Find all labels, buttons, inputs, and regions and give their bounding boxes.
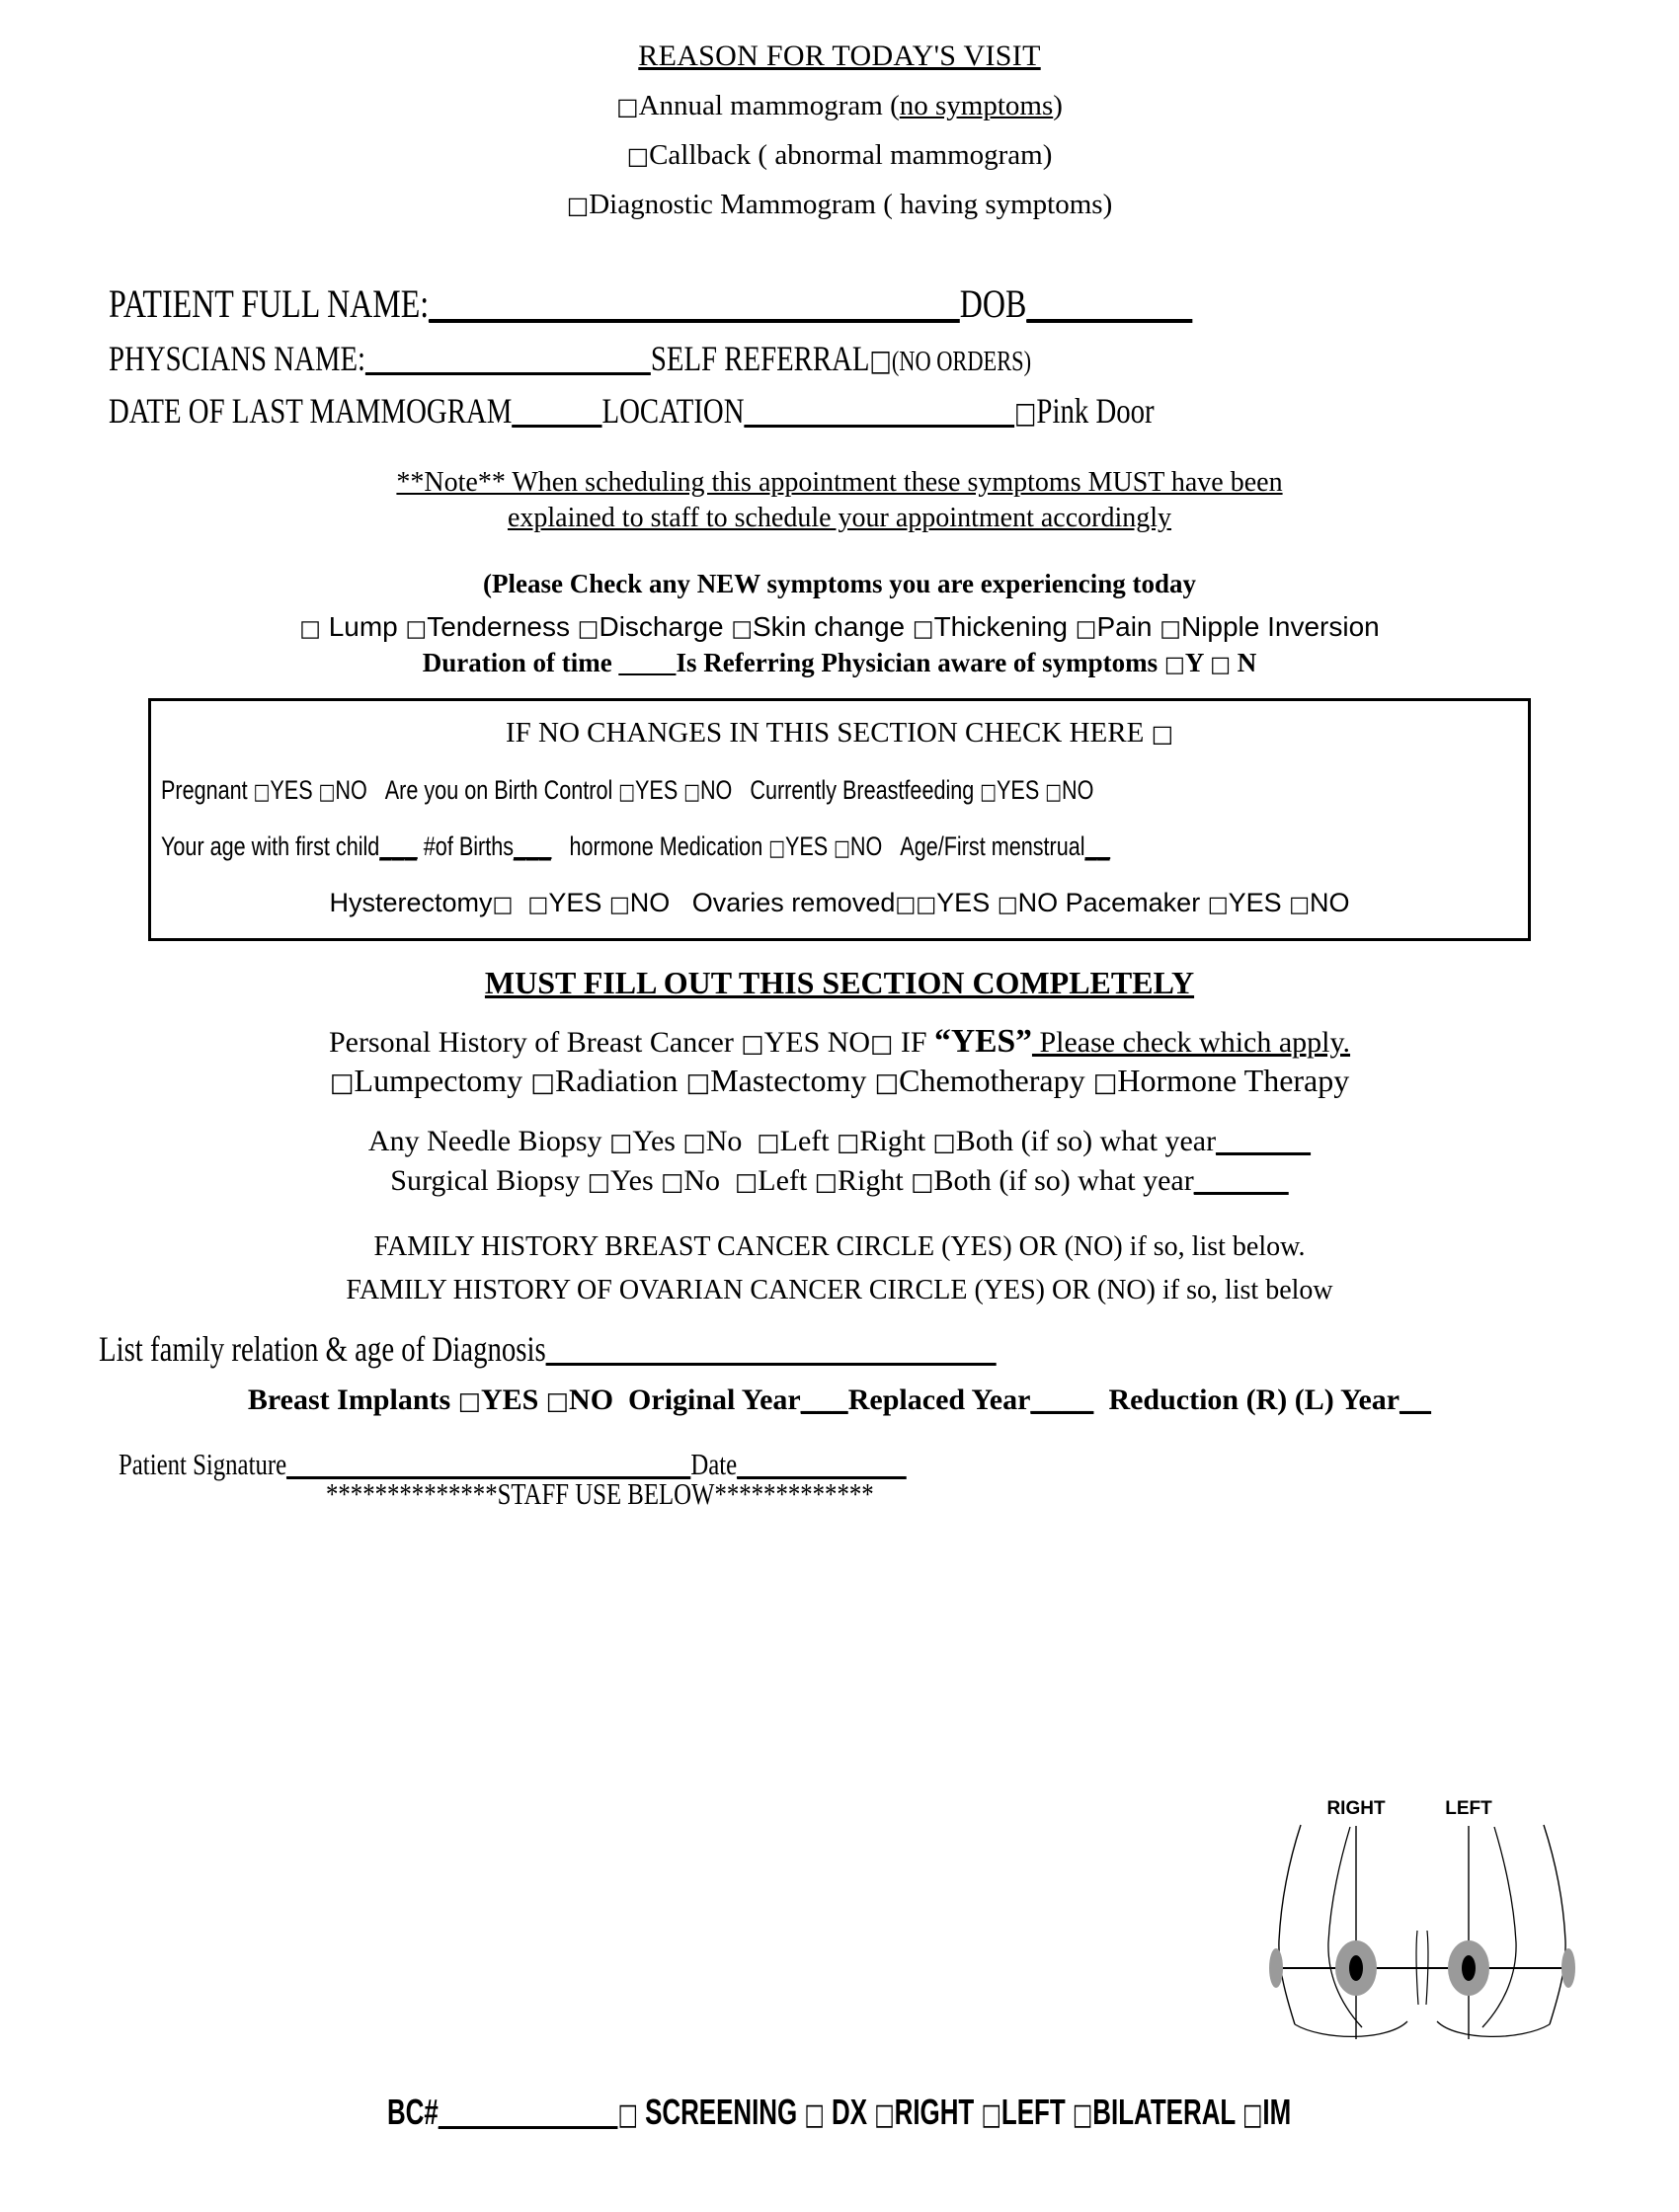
pink-door-checkbox-icon[interactable]: □ [1014, 396, 1037, 430]
self-referral-label: SELF REFERRAL [650, 339, 870, 378]
checkbox-icon[interactable]: □ [545, 1385, 570, 1415]
checkbox-icon[interactable]: □ [608, 891, 630, 917]
history-no-changes-row[interactable] [157, 717, 1522, 750]
checkbox-icon[interactable]: □ [768, 834, 785, 861]
checkbox-icon[interactable]: □ [616, 93, 639, 120]
checkbox-icon[interactable]: □ [618, 778, 636, 805]
nipple-left [1462, 1955, 1476, 1981]
reason-diagnostic-text: Diagnostic Mammogram ( having symptoms) [589, 189, 1113, 220]
form-page [0, 40, 1679, 2212]
hysterectomy-yes: YES [548, 887, 609, 917]
sp11 [613, 1383, 628, 1416]
age-first-child-label: Your age with first child [161, 830, 380, 861]
checkbox-icon[interactable]: □ [895, 891, 917, 917]
last-mammogram-line [109, 390, 1679, 432]
physician-row [109, 338, 1031, 379]
screening-label: SCREENING [638, 2092, 805, 2132]
family-relation-input[interactable]: ______________________________ [545, 1328, 997, 1369]
personal-history-inner [328, 1022, 1351, 1060]
hormone-label: hormone Medication [569, 830, 769, 861]
scheduling-note [0, 465, 1679, 537]
reason-option-callback[interactable] [0, 139, 1679, 172]
replaced-year-input[interactable]: ____ [1030, 1382, 1094, 1416]
symptom-label-nipple-inversion: Nipple Inversion [1180, 610, 1380, 642]
implants-yes: YES [480, 1382, 546, 1416]
checkbox-icon[interactable]: □ [870, 1028, 894, 1058]
lateral-marker-right [1269, 1948, 1283, 1988]
patient-name-input[interactable]: ________________________________ [429, 281, 960, 326]
physician-input[interactable]: ___________________ [365, 339, 651, 378]
bc-number-label: BC# [387, 2092, 440, 2132]
checkbox-icon[interactable]: □ [814, 1166, 839, 1196]
needle-year-text: (if so) what year [1020, 1124, 1217, 1157]
breastfeeding-no: NO [1061, 774, 1094, 805]
needle-both: Both [955, 1124, 1021, 1157]
surgical-left: Left [758, 1163, 815, 1197]
sp1 [367, 775, 385, 805]
ovaries-label: Ovaries removed [691, 887, 896, 917]
family-relation-label: List family relation & age of Diagnosis [99, 1328, 546, 1369]
checkbox-icon[interactable]: □ [530, 1067, 555, 1098]
births-label: #of Births [423, 830, 515, 861]
inframammary-fold-right [1295, 2021, 1407, 2036]
personal-history-row [0, 1023, 1679, 1061]
pacemaker-yes: YES [1228, 887, 1290, 917]
symptoms-checkbox-inner [299, 611, 1380, 642]
checkbox-icon[interactable]: □ [837, 1127, 860, 1156]
dob-input[interactable]: __________ [1026, 281, 1193, 326]
symptom-label-lump: Lump [320, 610, 406, 642]
pregnant-no: NO [335, 774, 367, 805]
note-line-1-wrap [0, 465, 1679, 501]
family-history-ovarian: FAMILY HISTORY OF OVARIAN CANCER CIRCLE (YES) OR (NO) if so, list below [346, 1274, 1333, 1305]
checkbox-icon[interactable]: □ [682, 1127, 706, 1156]
checkbox-icon[interactable]: □ [997, 891, 1018, 917]
implants-no: NO [569, 1382, 614, 1416]
hormone-no: NO [849, 830, 883, 861]
checkbox-icon[interactable]: □ [804, 2097, 826, 2132]
treatment-radiation: Radiation [554, 1062, 686, 1098]
needle-biopsy-label: Any Needle Biopsy [367, 1124, 610, 1157]
needle-no: No [705, 1124, 743, 1157]
checkbox-icon[interactable]: □ [617, 2097, 639, 2132]
checkbox-icon[interactable]: □ [916, 891, 937, 917]
family-history-ovarian-row [0, 1275, 1679, 1306]
breast-outline-right [1328, 1827, 1362, 2027]
checkbox-icon[interactable]: □ [492, 891, 514, 917]
treatment-checkbox-row [0, 1063, 1679, 1099]
bilateral-label: BILATERAL [1092, 2092, 1243, 2132]
sp7 [670, 888, 692, 917]
symptom-label-thickening: Thickening [933, 610, 1076, 642]
symptom-duration-row [0, 648, 1679, 678]
checkbox-icon[interactable]: □ [1163, 651, 1185, 677]
checkbox-icon[interactable]: □ [566, 192, 590, 219]
staff-bottom-inner [387, 2092, 1291, 2133]
personal-history-check-apply: Please check which apply. [1031, 1025, 1351, 1059]
checkbox-icon[interactable]: □ [1045, 778, 1062, 805]
lateral-marker-left [1561, 1948, 1575, 1988]
sp4 [551, 831, 569, 861]
sp6 [513, 888, 527, 917]
pregnant-label: Pregnant [161, 774, 254, 805]
menstrual-label: Age/First menstrual [900, 830, 1085, 861]
breast-outline-left [1482, 1827, 1516, 2027]
note-line-1: **Note** When scheduling this appointment these symptoms MUST have been [396, 467, 1283, 498]
reason-option-callback-inner [627, 139, 1053, 171]
pink-door-label: Pink Door [1036, 391, 1155, 431]
date-input[interactable]: _____________ [737, 1446, 907, 1481]
original-year-input[interactable]: ___ [800, 1382, 848, 1416]
checkbox-icon[interactable]: □ [874, 1067, 900, 1098]
form-title [0, 40, 1679, 73]
last-mammogram-row [109, 390, 1155, 432]
sp5 [882, 831, 900, 861]
history-row-3-inner [329, 888, 1349, 917]
diagram-right-label: RIGHT [1326, 1798, 1386, 1819]
pacemaker-no: NO [1310, 887, 1350, 917]
history-section-box [148, 698, 1531, 941]
signature-input[interactable]: _______________________________ [286, 1446, 691, 1481]
births-input[interactable]: ___ [514, 830, 552, 861]
reason-callback-text: Callback ( abnormal mammogram) [649, 139, 1053, 171]
breast-diagram [1239, 1792, 1605, 2039]
needle-biopsy-row [0, 1125, 1679, 1158]
surgical-biopsy-inner [390, 1164, 1288, 1197]
checkbox-icon[interactable]: □ [457, 1385, 481, 1415]
form-title-text: REASON FOR TODAY'S VISIT [638, 40, 1041, 72]
personal-history-yesno: YES NO [763, 1025, 871, 1059]
must-fill-heading: MUST FILL OUT THIS SECTION COMPLETELY [484, 964, 1195, 1000]
treatment-hormone-therapy: Hormone Therapy [1117, 1062, 1350, 1098]
surgical-biopsy-row [0, 1164, 1679, 1198]
surgical-biopsy-label: Surgical Biopsy [390, 1163, 588, 1197]
symptoms-heading: (Please Check any NEW symptoms you are experiencing today [483, 568, 1196, 598]
checkbox-icon[interactable]: □ [1210, 651, 1231, 677]
inframammary-fold-left [1437, 2021, 1550, 2036]
no-orders-text: (NO ORDERS) [891, 347, 1032, 377]
left-label: LEFT [1001, 2092, 1074, 2132]
reduction-input[interactable]: __ [1399, 1382, 1432, 1416]
checkbox-icon[interactable]: □ [685, 1067, 711, 1098]
bc-number-input[interactable]: ____________ [439, 2092, 618, 2132]
location-label: LOCATION [601, 391, 745, 431]
hysterectomy-no: NO [629, 887, 671, 917]
checkbox-icon[interactable]: □ [318, 778, 336, 805]
checkbox-icon[interactable]: □ [1242, 2097, 1263, 2132]
checkbox-icon[interactable]: □ [577, 615, 600, 642]
needle-yes: Yes [632, 1124, 683, 1157]
symptom-label-discharge: Discharge [599, 610, 732, 642]
staff-bottom-row [0, 2092, 1679, 2133]
checkbox-icon[interactable]: □ [405, 615, 428, 642]
reason-option-annual[interactable] [0, 90, 1679, 122]
sp8 [1058, 888, 1066, 917]
referring-aware-label: Is Referring Physician aware of symptoms [676, 647, 1164, 677]
checkbox-icon[interactable]: □ [299, 615, 321, 642]
sp10 [720, 1164, 735, 1197]
checkbox-icon[interactable]: □ [253, 778, 271, 805]
pregnant-yes: YES [270, 774, 319, 805]
patient-name-row [109, 280, 1192, 327]
treatment-lumpectomy: Lumpectomy [354, 1062, 531, 1098]
symptoms-checkbox-row [0, 611, 1679, 644]
reason-annual-tail: ) [1053, 90, 1063, 121]
signature-label: Patient Signature [119, 1446, 287, 1481]
diagram-left-label: LEFT [1445, 1798, 1492, 1819]
duration-input[interactable]: ____ [618, 647, 677, 677]
history-row-2 [157, 831, 1522, 862]
checkbox-icon[interactable]: □ [1207, 891, 1229, 917]
checkbox-icon[interactable]: □ [661, 1166, 684, 1196]
checkbox-icon[interactable]: □ [735, 1166, 759, 1196]
patient-identity-block [0, 280, 1679, 432]
dx-label: DX [825, 2092, 875, 2132]
breastfeeding-yes: YES [997, 774, 1046, 805]
reason-option-diagnostic[interactable] [0, 189, 1679, 221]
checkbox-icon[interactable]: □ [981, 2097, 1002, 2132]
torso-outline-right [1279, 1825, 1301, 2024]
surgical-right: Right [838, 1163, 912, 1197]
hysterectomy-label: Hysterectomy [329, 887, 493, 917]
duration-label: Duration of time [422, 647, 619, 677]
menstrual-input[interactable]: __ [1084, 830, 1111, 861]
needle-left: Left [779, 1124, 838, 1157]
checkbox-icon[interactable]: □ [329, 1067, 355, 1098]
treatment-inner [330, 1063, 1350, 1098]
surgical-no: No [683, 1163, 721, 1197]
symptom-label-skin-change: Skin change [753, 610, 913, 642]
symptom-label-pain: Pain [1096, 610, 1160, 642]
sp12 [1093, 1383, 1108, 1416]
checkbox-icon[interactable]: □ [757, 1127, 780, 1156]
patient-name-label: PATIENT FULL NAME: [109, 281, 430, 326]
family-history-breast: FAMILY HISTORY BREAST CANCER CIRCLE (YES) OR (NO) if so, list below. [373, 1230, 1306, 1262]
surgical-year-text: (if so) what year [999, 1163, 1194, 1197]
right-label: RIGHT [895, 2092, 982, 2132]
physician-label: PHYSCIANS NAME: [109, 339, 366, 378]
needle-right: Right [859, 1124, 933, 1157]
checkbox-icon[interactable]: □ [911, 1166, 934, 1196]
birth-control-no: NO [699, 774, 733, 805]
symptoms-heading-wrap [0, 569, 1679, 599]
checkbox-icon[interactable]: □ [587, 1166, 610, 1196]
checkbox-icon[interactable]: □ [874, 2097, 896, 2132]
referring-yes-label: Y [1184, 647, 1211, 677]
reason-option-annual-inner [616, 90, 1063, 121]
reason-option-diagnostic-inner [567, 189, 1112, 220]
surgical-both: Both [933, 1163, 999, 1197]
pacemaker-label: Pacemaker [1065, 887, 1208, 917]
staff-use-banner: **************STAFF USE BELOW************* [326, 1475, 874, 1511]
hormone-yes: YES [784, 830, 835, 861]
history-no-changes-label: IF NO CHANGES IN THIS SECTION CHECK HERE [505, 716, 1152, 749]
original-year-label: Original Year [628, 1382, 801, 1416]
physician-name-line [109, 338, 1679, 379]
torso-outline-left [1544, 1825, 1565, 2024]
checkbox-icon[interactable]: □ [932, 1127, 956, 1156]
family-relation-inner [99, 1328, 997, 1370]
history-no-changes-inner [506, 717, 1173, 749]
needle-biopsy-inner [368, 1125, 1311, 1157]
last-mammogram-input[interactable]: ______ [512, 391, 602, 431]
checkbox-icon[interactable]: □ [1289, 891, 1311, 917]
note-line-2: explained to staff to schedule your appointment accordingly [507, 503, 1172, 534]
checkbox-icon[interactable]: □ [626, 142, 650, 170]
dob-label: DOB [959, 281, 1027, 326]
checkbox-icon[interactable]: □ [1075, 615, 1097, 642]
sp2 [732, 775, 750, 805]
checkbox-icon[interactable]: □ [731, 615, 753, 642]
symptom-label-tenderness: Tenderness [427, 610, 578, 642]
surgical-yes: Yes [609, 1163, 662, 1197]
history-row-1 [157, 775, 1522, 806]
patient-name-line [109, 280, 1679, 327]
last-mammogram-label: DATE OF LAST MAMMOGRAM [109, 391, 513, 431]
nipple-right [1349, 1955, 1363, 1981]
no-changes-checkbox-icon[interactable]: □ [1151, 719, 1174, 748]
breast-diagram-svg [1239, 1792, 1605, 2039]
checkbox-icon[interactable]: □ [834, 834, 850, 861]
im-label: IM [1262, 2092, 1292, 2132]
history-row-1-inner [161, 775, 1093, 806]
ovaries-yes: YES [936, 887, 998, 917]
ovaries-no: NO [1017, 887, 1059, 917]
treatment-chemotherapy: Chemotherapy [899, 1062, 1093, 1098]
checkbox-icon[interactable]: □ [741, 1028, 764, 1058]
checkbox-icon[interactable]: □ [980, 778, 998, 805]
checkbox-icon[interactable]: □ [1159, 615, 1181, 642]
referring-no-label: N [1230, 647, 1257, 677]
implants-row [0, 1383, 1679, 1417]
symptom-duration-inner [423, 648, 1256, 677]
family-history-breast-row [0, 1231, 1679, 1263]
implants-label: Breast Implants [247, 1382, 458, 1416]
birth-control-label: Are you on Birth Control [384, 774, 619, 805]
replaced-year-label: Replaced Year [847, 1382, 1031, 1416]
must-fill-heading-wrap [0, 965, 1679, 1001]
reason-annual-underline: no symptoms [899, 90, 1054, 121]
checkbox-icon[interactable]: □ [683, 778, 700, 805]
birth-control-yes: YES [635, 774, 684, 805]
treatment-mastectomy: Mastectomy [710, 1062, 875, 1098]
self-referral-checkbox-icon[interactable]: □ [869, 344, 892, 377]
breastfeeding-label: Currently Breastfeeding [750, 774, 981, 805]
date-label: Date [690, 1446, 738, 1481]
personal-history-yes-emph: “YES” [934, 1022, 1032, 1060]
checkbox-icon[interactable]: □ [1073, 2097, 1093, 2132]
location-input[interactable]: __________________ [744, 391, 1015, 431]
age-first-child-input[interactable]: ___ [379, 830, 418, 861]
personal-history-if: IF [893, 1025, 935, 1059]
checkbox-icon[interactable]: □ [1092, 1067, 1118, 1098]
checkbox-icon[interactable]: □ [527, 891, 549, 917]
sp9 [742, 1125, 757, 1157]
reason-annual-text: Annual mammogram ( [638, 90, 900, 121]
history-row-3 [157, 888, 1522, 918]
personal-history-label: Personal History of Breast Cancer [328, 1025, 742, 1059]
note-line-2-wrap [0, 501, 1679, 536]
implants-inner [248, 1383, 1431, 1416]
reduction-label: Reduction (R) (L) Year [1108, 1382, 1400, 1416]
family-relation-row [0, 1328, 1679, 1370]
history-row-2-inner [161, 831, 1110, 862]
checkbox-icon[interactable]: □ [609, 1127, 633, 1156]
needle-year-input[interactable]: ______ [1216, 1124, 1312, 1157]
checkbox-icon[interactable]: □ [912, 615, 934, 642]
surgical-year-input[interactable]: ______ [1193, 1163, 1289, 1197]
